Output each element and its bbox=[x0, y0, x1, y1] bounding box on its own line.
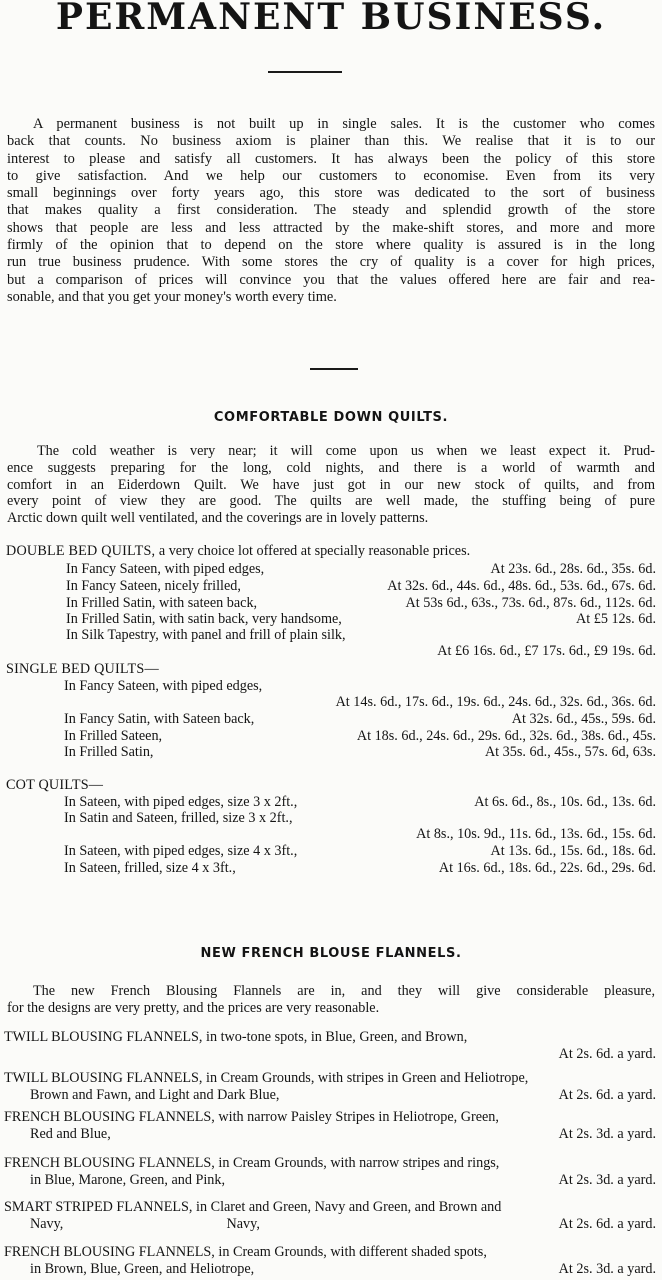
intro-line: A permanent business is not built up in single sales. It is the customer who comes bbox=[33, 116, 655, 132]
quilts-intro bbox=[7, 443, 655, 527]
intro-line: small beginnings over forty years ago, this store was dedicated to the sort of business bbox=[7, 185, 655, 202]
cot-quilts-title: COT QUILTS— bbox=[6, 777, 104, 793]
row-price: At £6 16s. 6d., £7 17s. 6d., £9 19s. 6d. bbox=[437, 643, 656, 659]
row-description: In Silk Tapestry, with panel and frill of plain silk, bbox=[66, 627, 346, 643]
intro-line: firmly of the opinion that to depend on the store where quality is assured is in the long bbox=[7, 237, 655, 254]
flannel-item-line: FRENCH BLOUSING FLANNELS, in Cream Grounds, with narrow stripes and rings, bbox=[4, 1155, 500, 1171]
flannel-item-detail: in Blue, Marone, Green, and Pink, bbox=[30, 1172, 226, 1188]
flannel-item-price: At 2s. 3d. a yard. bbox=[558, 1126, 656, 1142]
quilts-intro-line: every point of view they are good. The quilts are well made, the stuffing being of pure bbox=[7, 493, 655, 510]
double-bed-quilts-note: a very choice lot offered at specially reasonable prices. bbox=[155, 543, 471, 559]
flannels-intro bbox=[7, 983, 655, 1017]
row-description: In Sateen, frilled, size 4 x 3ft., bbox=[64, 860, 236, 876]
row-price: At 16s. 6d., 18s. 6d., 22s. 6d., 29s. 6d. bbox=[438, 860, 656, 876]
row-description: In Sateen, with piped edges, size 3 x 2ft., bbox=[64, 794, 298, 810]
double-bed-quilts-label: DOUBLE BED QUILTS, bbox=[6, 543, 156, 559]
quilts-intro-line: Arctic down quilt well ventilated, and the coverings are in lovely patterns. bbox=[7, 510, 429, 527]
intro-line: sonable, and that you get your money's worth every time. bbox=[7, 288, 337, 305]
row-price: At 35s. 6d., 45s., 57s. 6d, 63s. bbox=[484, 744, 656, 760]
row-price: At 53s 6d., 63s., 73s. 6d., 87s. 6d., 112s. 6d. bbox=[405, 595, 656, 611]
row-price: At 6s. 6d., 8s., 10s. 6d., 13s. 6d. bbox=[474, 794, 656, 810]
section-divider bbox=[310, 368, 358, 370]
row-description: In Satin and Sateen, frilled, size 3 x 2ft., bbox=[64, 810, 293, 826]
intro-line: run true business prudence. With some stores the cry of quality is a cover for high prices, bbox=[7, 254, 655, 271]
intro-line: interest to please and satisfy all customers. It has always been the policy of this store bbox=[7, 150, 655, 167]
row-description: In Fancy Sateen, with piped edges, bbox=[64, 678, 263, 694]
page-headline: PERMANENT BUSINESS. bbox=[55, 0, 607, 38]
double-bed-quilts-title bbox=[6, 543, 470, 560]
intro-line: to give satisfaction. And we help our customers to economise. Even from its very bbox=[7, 167, 655, 184]
quilts-intro-line: comfort in an Eiderdown Quilt. We have just got in our new stock of quilts, and from bbox=[7, 476, 655, 493]
flannel-item-price: At 2s. 3d. a yard. bbox=[558, 1261, 656, 1277]
flannel-item-detail: Brown and Fawn, and Light and Dark Blue, bbox=[30, 1087, 280, 1103]
quilts-intro-line: ence suggests preparing for the long, cold nights, and there is a world of warmth and bbox=[7, 459, 655, 476]
row-description: In Fancy Satin, with Sateen back, bbox=[64, 711, 255, 727]
row-price: At 13s. 6d., 15s. 6d., 18s. 6d. bbox=[490, 843, 656, 859]
flannels-intro-line: for the designs are very pretty, and the prices are very reasonable. bbox=[7, 1000, 380, 1016]
intro-line: back that counts. No business axiom is plainer than this. We realise that it is to our bbox=[7, 133, 655, 150]
row-price: At 18s. 6d., 24s. 6d., 29s. 6d., 32s. 6d., 38s. 6d., 45s. bbox=[356, 728, 656, 744]
intro-line: shows that people are less and less attracted by the make-shift stores, and more and more bbox=[7, 219, 655, 236]
row-price: At 32s. 6d., 44s. 6d., 48s. 6d., 53s. 6d., 67s. 6d. bbox=[387, 578, 656, 594]
row-price: At 32s. 6d., 45s., 59s. 6d. bbox=[511, 711, 656, 727]
row-description: In Sateen, with piped edges, size 4 x 3ft., bbox=[64, 843, 298, 859]
flannel-item-line: SMART STRIPED FLANNELS, in Claret and Green, Navy and Green, and Brown and bbox=[4, 1199, 502, 1215]
flannel-item-price: At 2s. 6d. a yard. bbox=[558, 1046, 656, 1062]
row-description: In Frilled Sateen, bbox=[64, 728, 163, 744]
row-description: In Frilled Satin, bbox=[64, 744, 154, 760]
flannel-item-detail: Red and Blue, bbox=[30, 1126, 111, 1142]
flannels-intro-line: The new French Blousing Flannels are in, and they will give considerable pleasure, bbox=[33, 983, 655, 999]
row-description: In Frilled Satin, with satin back, very handsome, bbox=[66, 611, 342, 627]
flannel-item-detail: Navy, Navy, bbox=[30, 1216, 260, 1232]
intro-line: that makes quality a first consideration. The steady and splendid growth of the store bbox=[7, 202, 655, 219]
flannel-item-line: TWILL BLOUSING FLANNELS, in Cream Grounds, with stripes in Green and Heliotrope, bbox=[4, 1070, 529, 1086]
row-description: In Fancy Sateen, with piped edges, bbox=[66, 561, 265, 577]
flannel-item-line: FRENCH BLOUSING FLANNELS, in Cream Grounds, with different shaded spots, bbox=[4, 1244, 487, 1260]
single-bed-quilts-title: SINGLE BED QUILTS— bbox=[6, 661, 159, 677]
flannels-heading: NEW FRENCH BLOUSE FLANNELS. bbox=[200, 946, 462, 961]
row-description: In Frilled Satin, with sateen back, bbox=[66, 595, 258, 611]
flannel-item-price: At 2s. 6d. a yard. bbox=[558, 1087, 656, 1103]
quilts-heading: COMFORTABLE DOWN QUILTS. bbox=[213, 410, 449, 425]
intro-line: but a comparison of prices will convince you that the values offered here are fair and rea- bbox=[7, 271, 655, 288]
flannel-item-detail: in Brown, Blue, Green, and Heliotrope, bbox=[30, 1261, 255, 1277]
row-price: At 23s. 6d., 28s. 6d., 35s. 6d. bbox=[490, 561, 656, 577]
row-price: At £5 12s. 6d. bbox=[575, 611, 656, 627]
flannel-item-line: FRENCH BLOUSING FLANNELS, with narrow Paisley Stripes in Heliotrope, Green, bbox=[4, 1109, 499, 1125]
row-description: In Fancy Sateen, nicely frilled, bbox=[66, 578, 241, 594]
flannel-item-price: At 2s. 3d. a yard. bbox=[558, 1172, 656, 1188]
flannel-item-price: At 2s. 6d. a yard. bbox=[558, 1216, 656, 1232]
row-price: At 8s., 10s. 9d., 11s. 6d., 13s. 6d., 15s. 6d. bbox=[416, 826, 656, 842]
headline-rule bbox=[268, 71, 342, 73]
quilts-intro-line: The cold weather is very near; it will come upon us when we least expect it. Prud- bbox=[37, 443, 655, 459]
flannel-item-line: TWILL BLOUSING FLANNELS, in two-tone spots, in Blue, Green, and Brown, bbox=[4, 1029, 468, 1045]
intro-paragraph bbox=[7, 116, 655, 306]
row-price: At 14s. 6d., 17s. 6d., 19s. 6d., 24s. 6d., 32s. 6d., 36s. 6d. bbox=[335, 694, 656, 710]
